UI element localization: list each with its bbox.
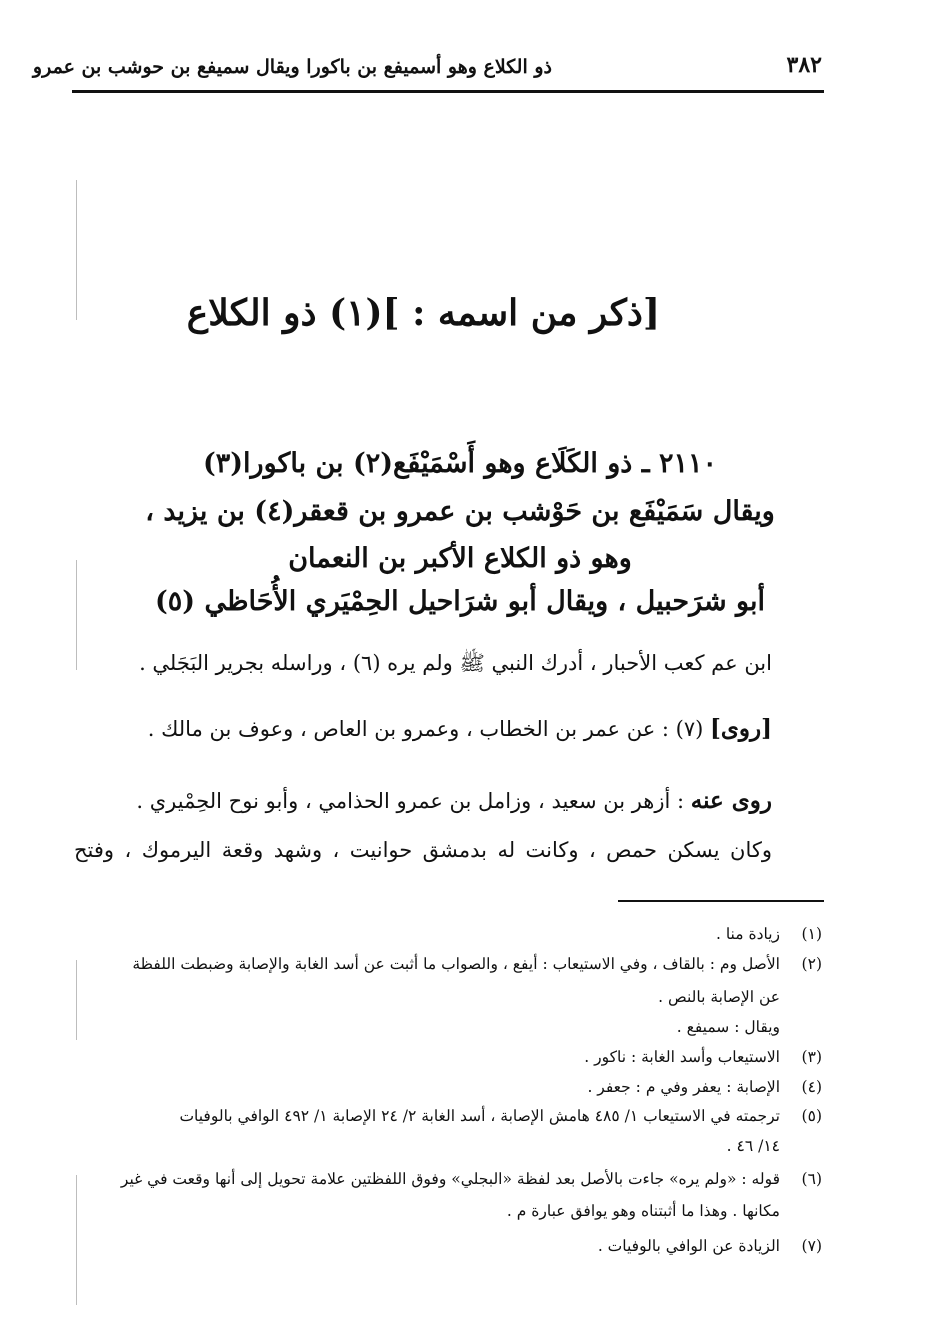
footnote-number: (٣) xyxy=(801,1048,822,1066)
entry-title-line-1: ٢١١٠ ـ ذو الكَلَاع وهو أَسْمَيْفَع(٢) بن باكورا(٣) xyxy=(202,448,718,479)
footnote-text: قوله : «ولم يره» جاءت بالأصل بعد لفظة «البجلي» وفوق اللفظتين علامة تحويل إلى أنها وقعت في غير xyxy=(120,1170,780,1188)
footnote-line xyxy=(74,1237,822,1255)
footnote-number: (٥) xyxy=(801,1107,822,1125)
footnote-text: مكانها . وهذا ما أثبتناه وهو يوافق عبارة م . xyxy=(506,1202,780,1220)
footnote-number: (١) xyxy=(801,925,822,943)
footnote-separator xyxy=(618,900,824,902)
entry-title-line-2: ويقال سَمَيْفَع بن حَوْشب بن عمرو بن قعقر(٤) بن يزيد ، xyxy=(145,496,775,527)
footnote-line xyxy=(74,1137,780,1155)
footnote-text: ١٤/ ٤٦ . xyxy=(726,1137,780,1155)
footnote-number: (٤) xyxy=(801,1078,822,1096)
footnote-line xyxy=(74,955,822,973)
footnote-text: الزيادة عن الوافي بالوفيات . xyxy=(597,1237,780,1255)
body-paragraph-4: وكان يسكن حمص ، وكانت له بدمشق حوانيت ، وشهد وقعة اليرموك ، وفتح xyxy=(74,838,772,862)
header-rule xyxy=(72,90,824,93)
footnote-text: زيادة منا . xyxy=(715,925,780,943)
section-heading: [ذكر من اسمه : ](١) ذو الكلاع xyxy=(186,292,660,334)
footnote-text: ترجمته في الاستيعاب ١/ ٤٨٥ هامش الإصابة ، أسد الغابة ٢/ ٢٤ الإصابة ١/ ٤٩٢ الوافي بالوفيات xyxy=(179,1107,780,1125)
margin-line xyxy=(76,180,77,320)
narrated-label: [روى] xyxy=(710,715,772,742)
footnote-number: (٧) xyxy=(801,1237,822,1255)
entry-title-line-4: أبو شرَحبيل ، ويقال أبو شرَاحيل الحِمْيَري الأُحَاظي (٥) xyxy=(155,586,765,617)
narrated-from-text: (٧) : عن عمر بن الخطاب ، وعمرو بن العاص ، وعوف بن مالك . xyxy=(147,717,711,741)
footnote-line xyxy=(74,1202,780,1220)
page-number: ٣٨٢ xyxy=(786,52,822,78)
footnote-number: (٦) xyxy=(801,1170,822,1188)
footnote-text: ويقال : سميفع . xyxy=(676,1018,780,1036)
body-paragraph-2 xyxy=(72,715,772,742)
footnote-line xyxy=(74,1018,780,1036)
footnote-text: عن الإصابة بالنص . xyxy=(658,988,780,1006)
footnote-text: الأصل وم : بالقاف ، وفي الاستيعاب : أيفع ، والصواب ما أثبت عن أسد الغابة والإصابة وضبطت اللفظة xyxy=(132,955,780,973)
footnote-text: الإصابة : يعفر وفي م : جعفر . xyxy=(587,1078,780,1096)
entry-title-line-3: وهو ذو الكلاع الأكبر بن النعمان xyxy=(288,543,632,574)
footnote-line xyxy=(74,988,780,1006)
footnote-line xyxy=(74,1107,822,1125)
footnote-text: الاستيعاب وأسد الغابة : ناكور . xyxy=(584,1048,780,1066)
narrators-label: روى عنه xyxy=(690,787,772,814)
footnote-line xyxy=(74,1048,822,1066)
body-paragraph-1: ابن عم كعب الأحبار ، أدرك النبي ﷺ ولم يره (٦) ، وراسله بجرير البَجَلي . xyxy=(139,651,772,675)
footnote-line xyxy=(74,1170,822,1188)
body-paragraph-3 xyxy=(72,787,772,814)
footnote-line xyxy=(74,1078,822,1096)
narrators-text: : أزهر بن سعيد ، وزامل بن عمرو الحذامي ، وأبو نوح الحِمْيري . xyxy=(136,789,691,813)
footnote-line xyxy=(74,925,822,943)
footnote-number: (٢) xyxy=(801,955,822,973)
running-title: ذو الكلاع وهو أسميفع بن باكورا ويقال سميفع بن حوشب بن عمرو xyxy=(32,56,552,78)
